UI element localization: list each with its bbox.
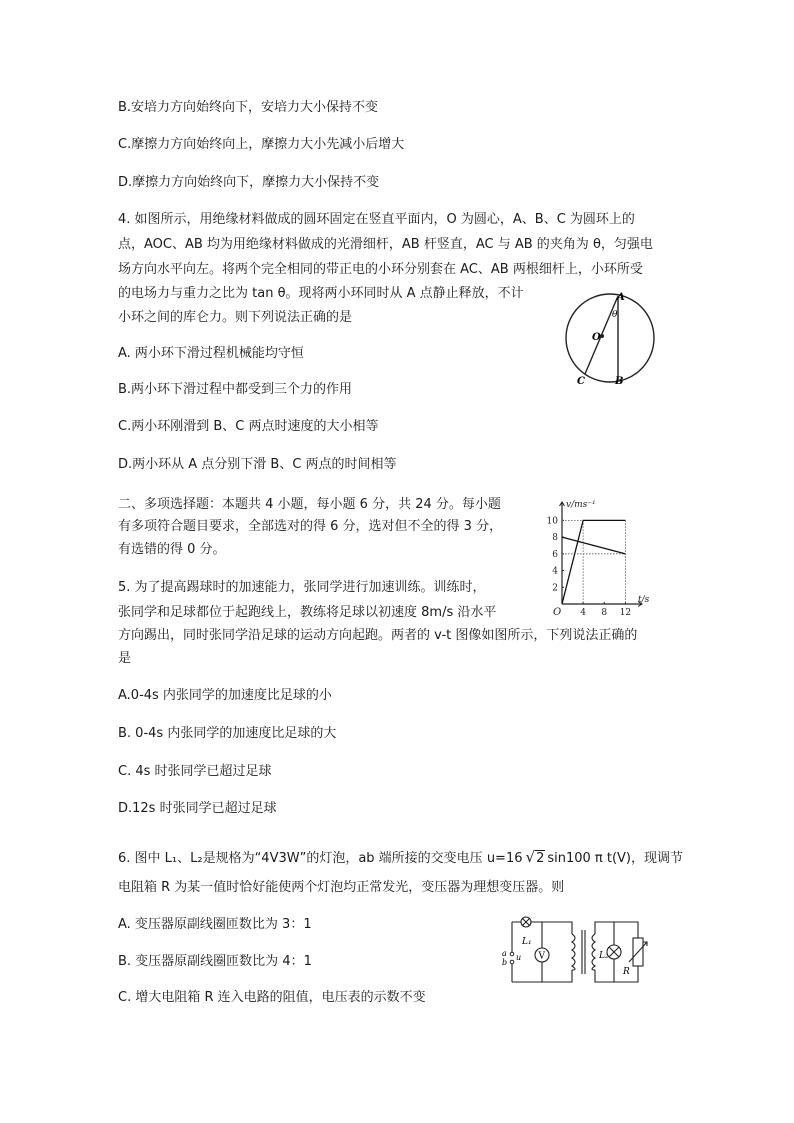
q5-stem-line-1: 5. 为了提高踢球时的加速能力，张同学进行加速训练。训练时， bbox=[118, 580, 486, 595]
y-tick-label: 6 bbox=[552, 549, 558, 560]
label-b: b bbox=[502, 958, 508, 967]
terminal-b bbox=[510, 960, 514, 964]
q6-circuit-figure bbox=[492, 912, 652, 990]
q6-stem-line-1 bbox=[118, 849, 683, 867]
q3-option-c: C.摩擦力方向始终向上，摩擦力大小先减小后增大 bbox=[118, 137, 405, 152]
label-r: R bbox=[623, 967, 630, 977]
label-a: a bbox=[502, 949, 507, 958]
q3-option-d: D.摩擦力方向始终向下，摩擦力大小保持不变 bbox=[118, 175, 380, 190]
q5-stem-line-2: 张同学和足球都位于起跑线上，教练将足球以初速度 8m/s 沿水平 bbox=[118, 605, 497, 620]
x-tick-label: 4 bbox=[580, 608, 587, 618]
voltmeter-label: V bbox=[538, 951, 545, 962]
vt-chart bbox=[540, 496, 658, 618]
q5-option-d: D.12s 时张同学已超过足球 bbox=[118, 801, 277, 816]
sqrt-symbol: √2 bbox=[525, 848, 545, 866]
q4-stem-line-5: 小环之间的库仑力。则下列说法正确的是 bbox=[118, 310, 353, 325]
y-axis-label: v/ms⁻¹ bbox=[566, 500, 596, 510]
q5-option-a: A.0-4s 内张同学的加速度比足球的小 bbox=[118, 688, 332, 703]
q5-option-b: B. 0-4s 内张同学的加速度比足球的大 bbox=[118, 726, 337, 741]
y-tick-label: 10 bbox=[546, 516, 558, 527]
q6-stem-line-2: 电阻箱 R 为某一值时恰好能使两个灯泡均正常发光，变压器为理想变压器。则 bbox=[118, 880, 565, 895]
secondary-coil bbox=[592, 934, 595, 970]
label-l2: L₂ bbox=[599, 951, 609, 961]
q6-stem-part-1: 6. 图中 L₁、L₂是规格为“4V3W”的灯泡，ab 端所接的交变电压 u=16 bbox=[118, 851, 523, 866]
section2-line-2: 有多项符合题目要求，全部选对的得 6 分，选对但不全的得 3 分， bbox=[118, 519, 503, 534]
q4-option-c: C.两小环刚滑到 B、C 两点时速度的大小相等 bbox=[118, 419, 379, 434]
x-axis-label: t/s bbox=[638, 595, 650, 605]
q4-stem-line-4: 的电场力与重力之比为 tan θ。现将两小环同时从 A 点静止释放，不计 bbox=[118, 286, 524, 301]
section2-line-1: 二、多项选择题：本题共 4 小题，每小题 6 分，共 24 分。每小题 bbox=[118, 497, 501, 512]
origin-label: O bbox=[553, 607, 562, 618]
x-tick-label: 8 bbox=[601, 608, 608, 618]
label-theta: θ bbox=[612, 310, 618, 320]
series-line-1 bbox=[562, 520, 625, 604]
label-u: u bbox=[516, 953, 522, 962]
label-o: O bbox=[592, 332, 601, 343]
q6-stem-part-2: sin100 π t(V)，现调节 bbox=[547, 851, 684, 866]
y-tick-label: 8 bbox=[552, 533, 558, 544]
q4-stem-line-3: 场方向水平向左。将两个完全相同的带正电的小环分别套在 AC、AB 两根细杆上，小环所受 bbox=[118, 262, 643, 277]
q4-circle-figure bbox=[555, 288, 665, 390]
q4-stem-line-1: 4. 如图所示，用绝缘材料做成的圆环固定在竖直平面内，O 为圆心，A、B、C 为圆环上的 bbox=[118, 212, 635, 227]
q4-option-b: B.两小环下滑过程中都受到三个力的作用 bbox=[118, 382, 353, 397]
q5-option-c: C. 4s 时张同学已超过足球 bbox=[118, 764, 272, 779]
terminal-a bbox=[510, 952, 514, 956]
y-tick-label: 2 bbox=[552, 583, 558, 594]
y-tick-label: 4 bbox=[552, 566, 558, 577]
section2-line-3: 有选错的得 0 分。 bbox=[118, 542, 226, 557]
x-tick-label: 12 bbox=[619, 608, 632, 618]
q6-option-c: C. 增大电阻箱 R 连入电路的阻值，电压表的示数不变 bbox=[118, 990, 426, 1005]
q5-stem-line-3: 方向踢出，同时张同学沿足球的运动方向起跑。两者的 v-t 图像如图所示，下列说法正确的 bbox=[118, 628, 638, 643]
q4-stem-line-2: 点，AOC、AB 均为用绝缘材料做成的光滑细杆，AB 杆竖直，AC 与 AB 的夹角为 θ，匀强电 bbox=[118, 237, 653, 252]
q5-stem-line-4: 是 bbox=[118, 651, 132, 666]
q4-option-d: D.两小环从 A 点分别下滑 B、C 两点的时间相等 bbox=[118, 457, 397, 472]
sqrt-radicand: 2 bbox=[536, 851, 545, 866]
label-l1: L₁ bbox=[522, 937, 532, 947]
secondary-top-wire bbox=[595, 922, 638, 938]
q3-option-b: B.安培力方向始终向下，安培力大小保持不变 bbox=[118, 100, 379, 115]
q6-option-b: B. 变压器原副线圈匝数比为 4：1 bbox=[118, 954, 312, 969]
label-c: C bbox=[577, 376, 585, 387]
ring bbox=[566, 294, 654, 382]
primary-coil bbox=[572, 934, 575, 970]
label-b: B bbox=[615, 376, 624, 387]
q6-option-a: A. 变压器原副线圈匝数比为 3：1 bbox=[118, 917, 312, 932]
series-line-2 bbox=[562, 537, 625, 554]
secondary-bottom-wire bbox=[595, 966, 638, 982]
q4-option-a: A. 两小环下滑过程机械能均守恒 bbox=[118, 346, 304, 361]
label-a: A bbox=[617, 292, 625, 303]
